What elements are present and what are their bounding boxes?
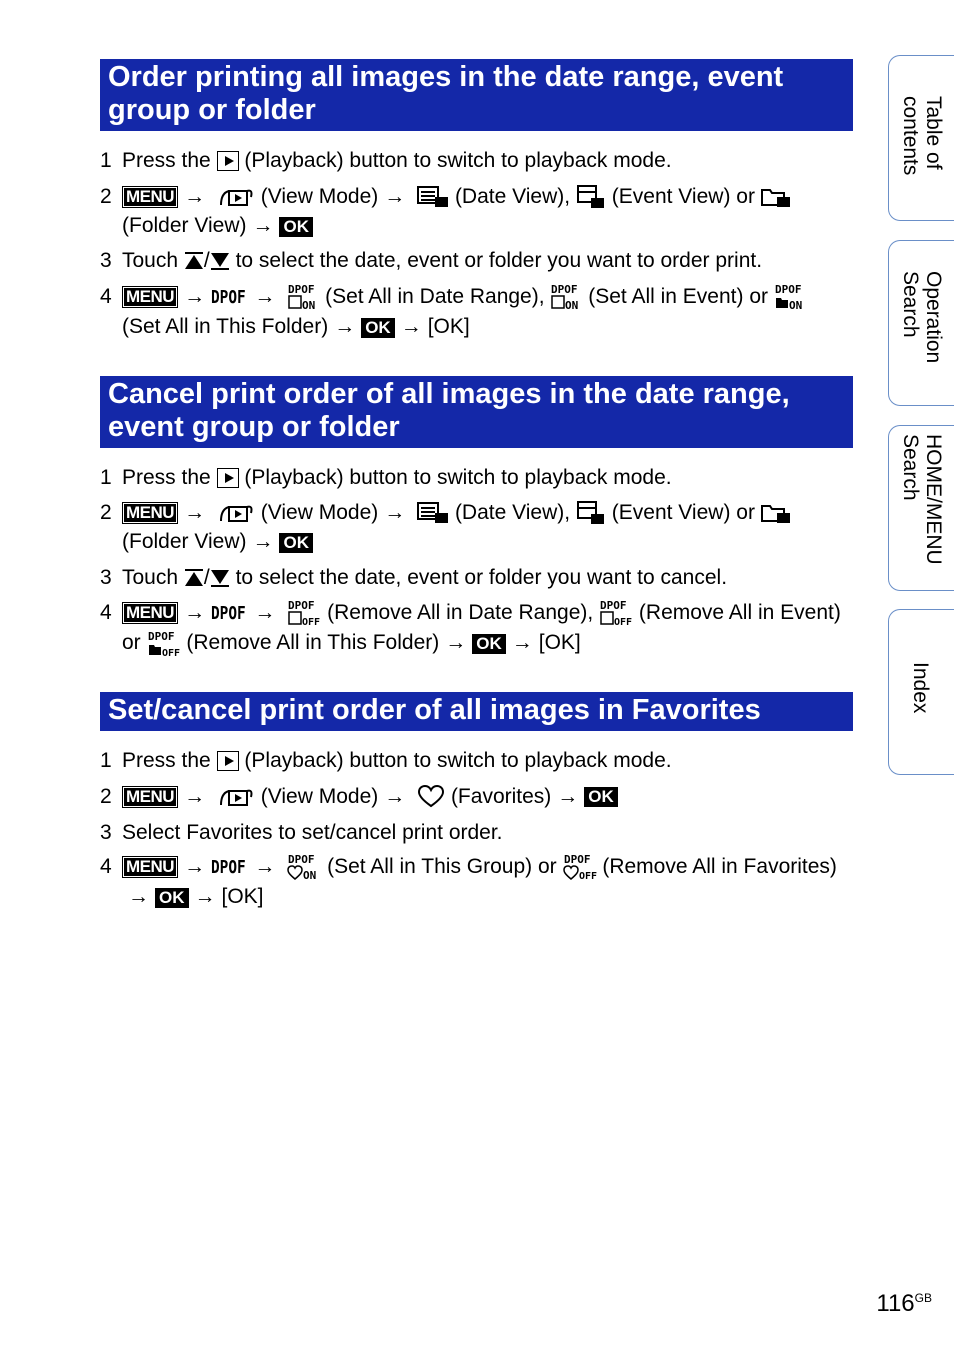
ok-icon: OK bbox=[361, 318, 395, 338]
svg-text:ON: ON bbox=[303, 869, 317, 883]
dpof-icon: DPOF bbox=[211, 856, 246, 878]
step-2: 2 MENU → (View Mode) → (Date View), (Event View) or (Folder View) → OK bbox=[100, 498, 860, 556]
menu-icon: MENU bbox=[122, 786, 178, 808]
menu-icon: MENU bbox=[122, 186, 178, 208]
page-number: $116^{GB}$ bbox=[876, 1290, 932, 1317]
svg-text:ON: ON bbox=[302, 299, 316, 313]
section-heading: Order printing all images in the date range, event group or folder bbox=[100, 59, 853, 131]
tab-table-of-contents[interactable]: Table of contents bbox=[888, 55, 954, 221]
ok-icon: OK bbox=[584, 787, 618, 807]
favorites-icon bbox=[417, 785, 445, 809]
dpof-icon: DPOF bbox=[211, 286, 246, 308]
dpof-on-icon bbox=[287, 852, 321, 882]
dpof-on-icon bbox=[287, 282, 319, 312]
step-3: 3 Select Favorites to set/cancel print order. bbox=[100, 821, 503, 844]
playback-icon bbox=[217, 468, 239, 488]
svg-text:OFF: OFF bbox=[161, 647, 180, 659]
menu-icon: MENU bbox=[122, 502, 178, 524]
down-icon bbox=[210, 251, 230, 271]
tab-operation-search[interactable]: Operation Search bbox=[888, 240, 954, 406]
svg-text:DPOF: DPOF bbox=[600, 599, 627, 613]
svg-text:DPOF: DPOF bbox=[551, 283, 578, 297]
svg-text:DPOF: DPOF bbox=[288, 853, 315, 867]
step-1: 1 Press the (Playback) button to switch to playback mode. bbox=[100, 149, 672, 172]
step-3: 3 Touch / to select the date, event or folder you want to cancel. bbox=[100, 566, 728, 589]
date-view-icon bbox=[417, 501, 449, 525]
step-3: 3 Touch / to select the date, event or folder you want to order print. bbox=[100, 249, 763, 272]
step-2: 2 MENU → (View Mode) → (Favorites) → OK bbox=[100, 782, 860, 811]
event-view-icon bbox=[576, 500, 606, 526]
step-4: 4 MENU → DPOF → DPOF ON (Set All in Date Range), DPOF ON (Set All in Event) or DPOF ON (Set All in This Folder) → OK → [OK] bbox=[100, 282, 860, 341]
dpof-off-icon bbox=[563, 852, 597, 882]
folder-view-icon bbox=[761, 501, 791, 525]
dpof-icon: DPOF bbox=[211, 602, 246, 624]
down-icon bbox=[210, 568, 230, 588]
svg-text:ON: ON bbox=[788, 299, 803, 313]
tab-home-menu-search[interactable]: HOME/MENU Search bbox=[888, 425, 954, 591]
ok-icon: OK bbox=[155, 888, 189, 908]
menu-icon: MENU bbox=[122, 286, 178, 308]
view-mode-icon bbox=[217, 783, 255, 811]
dpof-off-icon bbox=[147, 629, 181, 659]
step-4: 4 MENU → DPOF → DPOF OFF (Remove All in Date Range), DPOF OFF (Remove All in Event) or DPOF OFF (Remove All in This Folder) → OK → [OK] bbox=[100, 599, 841, 659]
up-icon bbox=[184, 568, 204, 588]
date-view-icon bbox=[417, 185, 449, 209]
svg-text:OFF: OFF bbox=[614, 617, 633, 629]
ok-icon: OK bbox=[472, 634, 506, 654]
view-mode-icon bbox=[217, 183, 255, 211]
menu-icon: MENU bbox=[122, 602, 178, 624]
svg-text:DPOF: DPOF bbox=[288, 283, 315, 297]
step-4: 4 MENU → DPOF → DPOF ON (Set All in This Group) or DPOF OFF (Remove All in Favorites)→ OK → [OK] bbox=[100, 853, 837, 909]
section-heading: Set/cancel print order of all images in Favorites bbox=[100, 692, 853, 731]
step-1: 1 Press the (Playback) button to switch to playback mode. bbox=[100, 466, 672, 489]
dpof-off-icon bbox=[599, 598, 633, 628]
menu-icon: MENU bbox=[122, 856, 178, 878]
svg-text:DPOF: DPOF bbox=[288, 599, 315, 613]
step-1: 1 Press the (Playback) button to switch to playback mode. bbox=[100, 749, 672, 772]
svg-text:OFF: OFF bbox=[578, 871, 597, 883]
view-mode-icon bbox=[217, 499, 255, 527]
up-icon bbox=[184, 251, 204, 271]
svg-text:DPOF: DPOF bbox=[563, 853, 590, 867]
svg-text:ON: ON bbox=[565, 299, 579, 313]
folder-view-icon bbox=[761, 185, 791, 209]
playback-icon bbox=[217, 751, 239, 771]
dpof-on-icon bbox=[550, 282, 582, 312]
dpof-off-icon bbox=[287, 598, 321, 628]
svg-text:DPOF: DPOF bbox=[774, 283, 802, 297]
svg-text:OFF: OFF bbox=[302, 617, 321, 629]
ok-icon: OK bbox=[279, 533, 313, 553]
tab-index[interactable]: Index bbox=[888, 609, 954, 775]
ok-icon: OK bbox=[279, 217, 313, 237]
section-heading: Cancel print order of all images in the date range, event group or folder bbox=[100, 376, 853, 448]
event-view-icon bbox=[576, 184, 606, 210]
svg-text:DPOF: DPOF bbox=[147, 629, 175, 643]
step-2: 2 MENU → (View Mode) → (Date View), (Event View) or (Folder View) → OK bbox=[100, 182, 860, 240]
dpof-on-icon bbox=[774, 282, 806, 312]
playback-icon bbox=[217, 151, 239, 171]
